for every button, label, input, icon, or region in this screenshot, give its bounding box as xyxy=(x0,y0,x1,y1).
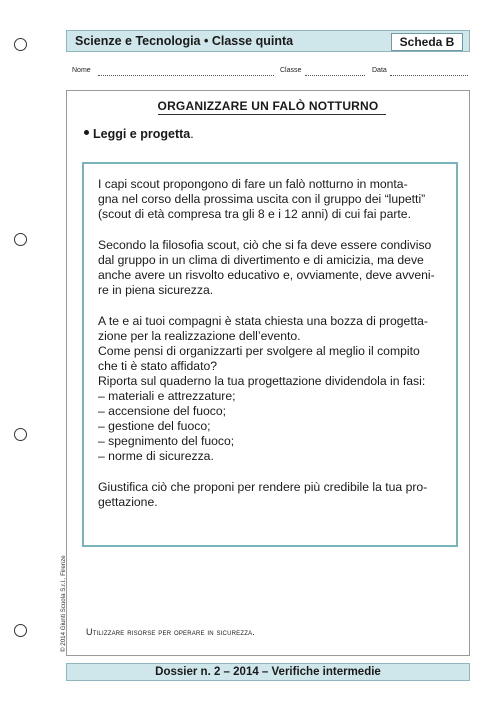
text-line: zione per la realizzazione dell’evento. xyxy=(98,329,301,343)
text-line: (scout di età compresa tra gli 8 e i 12 anni) di cui fai parte. xyxy=(98,207,411,221)
binder-hole-3 xyxy=(14,428,27,441)
copyright-credit: © 2014 Giunti Scuola S.r.l., Firenze xyxy=(60,555,67,652)
list-item: – gestione del fuoco; xyxy=(98,419,211,433)
list-item: – norme di sicurezza. xyxy=(98,449,214,463)
data-field[interactable] xyxy=(390,75,468,76)
text-line: re in piena sicurezza. xyxy=(98,283,214,297)
phase-list xyxy=(98,389,444,464)
binder-hole-4 xyxy=(14,624,27,637)
text-line: gettazione. xyxy=(98,495,158,509)
binder-hole-2 xyxy=(14,233,27,246)
nome-label: Nome xyxy=(72,67,91,74)
text-line: I capi scout propongono di fare un falò notturno in monta- xyxy=(98,177,408,191)
text-line: gna nel corso della prossima uscita con il gruppo dei “lupetti” xyxy=(98,192,426,206)
scheda-badge: Scheda B xyxy=(391,33,463,51)
task-text-box xyxy=(82,162,458,547)
text-line: Come pensi di organizzarti per svolgere al meglio il compito xyxy=(98,344,420,358)
list-item: – materiali e attrezzature; xyxy=(98,389,236,403)
text-line: Riporta sul quaderno la tua progettazione dividendola in fasi: xyxy=(98,374,426,388)
bullet-icon xyxy=(84,130,89,135)
worksheet-title: ORGANIZZARE UN FALÒ NOTTURNO xyxy=(157,99,379,113)
text-line: anche avere un risvolto educativo e, ovviamente, deve avveni- xyxy=(98,268,435,282)
learning-objective: Utilizzare risorse per operare in sicurezza. xyxy=(86,627,255,637)
nome-field[interactable] xyxy=(98,75,274,76)
text-line: dal gruppo in un clima di divertimento e di amicizia, ma deve xyxy=(98,253,424,267)
header-title: Scienze e Tecnologia • Classe quinta xyxy=(75,34,294,48)
text-line: Giustifica ciò che proponi per rendere più credibile la tua pro- xyxy=(98,480,428,494)
classe-label: Classe xyxy=(280,67,302,74)
classe-field[interactable] xyxy=(305,75,365,76)
data-label: Data xyxy=(372,67,387,74)
title-underline xyxy=(158,114,386,115)
footer-bar: Dossier n. 2 – 2014 – Verifiche intermedie xyxy=(66,663,470,681)
text-line: che ti è stato affidato? xyxy=(98,359,218,373)
text-line: A te e ai tuoi compagni è stata chiesta una bozza di progetta- xyxy=(98,314,428,328)
list-item: – spegnimento del fuoco; xyxy=(98,434,235,448)
list-item: – accensione del fuoco; xyxy=(98,404,227,418)
instruction-period: . xyxy=(190,127,194,141)
paragraph-4 xyxy=(98,480,444,510)
paragraph-3 xyxy=(98,314,444,389)
text-line: Secondo la filosofia scout, ciò che si fa deve essere condiviso xyxy=(98,238,432,252)
paragraph-2 xyxy=(98,238,444,298)
binder-hole-1 xyxy=(14,38,27,51)
header-bar xyxy=(66,30,470,52)
paragraph-1 xyxy=(98,177,444,222)
instruction xyxy=(84,127,194,141)
student-fields xyxy=(72,67,472,79)
instruction-text: Leggi e progetta xyxy=(93,127,191,141)
